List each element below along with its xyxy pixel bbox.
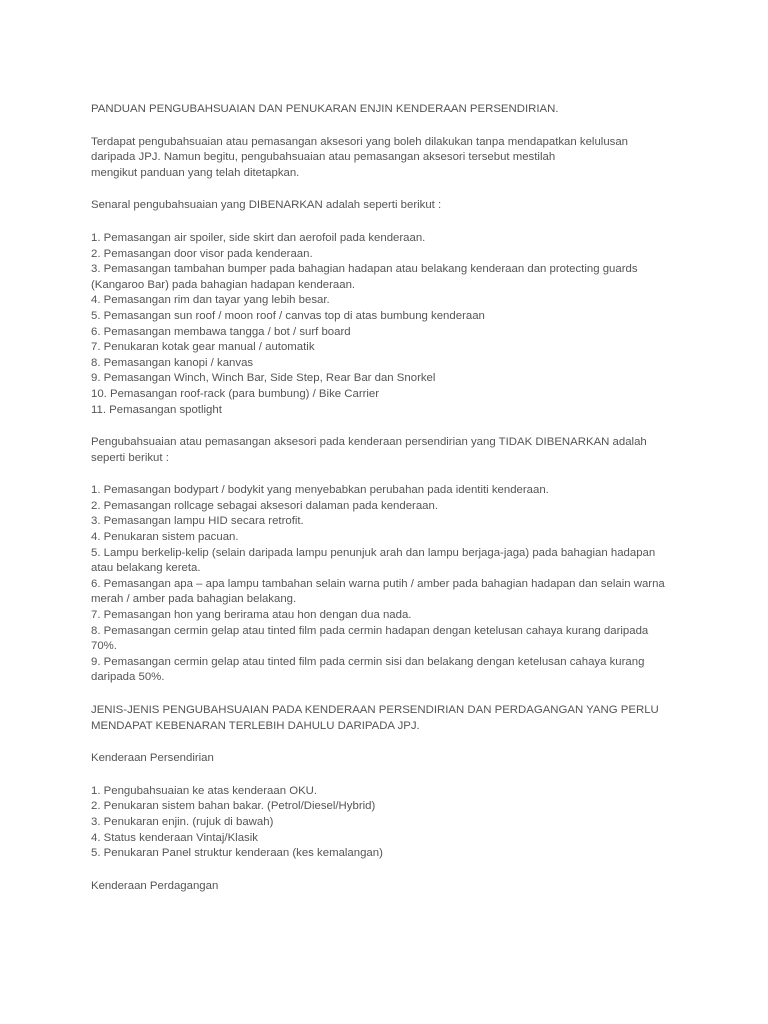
list-item: 3. Pemasangan lampu HID secara retrofit. [91,515,304,528]
list-item: 5. Lampu berkelip-kelip (selain daripada lampu penunjuk arah dan lampu berjaga-jaga) pada bahagian hadapan [91,546,656,559]
approval-heading [91,703,691,734]
private-vehicle-list [91,784,691,862]
list-item: daripada 50%. [91,671,165,684]
approval-heading-line: MENDAPAT KEBENARAN TERLEBIH DAHULU DARIPADA JPJ. [91,719,420,732]
list-item: 9. Pemasangan cermin gelap atau tinted film pada cermin sisi dan belakang dengan ketelusan cahaya kurang [91,655,645,668]
list-item: merah / amber pada bahagian belakang. [91,593,297,606]
list-item: 4. Penukaran sistem pacuan. [91,531,239,544]
list-item: 6. Pemasangan apa – apa lampu tambahan selain warna putih / amber pada bahagian hadapan dan selain warna [91,577,665,590]
list-item: 3. Penukaran enjin. (rujuk di bawah) [91,815,274,828]
list-item: 4. Status kenderaan Vintaj/Klasik [91,831,258,844]
list-item: 2. Pemasangan door visor pada kenderaan. [91,247,313,260]
list-item: 7. Penukaran kotak gear manual / automatik [91,341,315,354]
list-item: atau belakang kereta. [91,562,201,575]
list-item: 11. Pemasangan spotlight [91,403,222,416]
intro-line: mengikut panduan yang telah ditetapkan. [91,166,300,179]
prohibited-heading-line: Pengubahsuaian atau pemasangan aksesori pada kenderaan persendirian yang TIDAK DIBENARKAN adalah [91,436,647,449]
list-item: 2. Penukaran sistem bahan bakar. (Petrol/Diesel/Hybrid) [91,800,376,813]
list-item: 1. Pemasangan bodypart / bodykit yang menyebabkan perubahan pada identiti kenderaan. [91,484,549,497]
list-item: 9. Pemasangan Winch, Winch Bar, Side Step, Rear Bar dan Snorkel [91,372,436,385]
list-item: 4. Pemasangan rim dan tayar yang lebih besar. [91,294,330,307]
document-title: PANDUAN PENGUBAHSUAIAN DAN PENUKARAN ENJIN KENDERAAN PERSENDIRIAN. [91,103,559,115]
document-body [91,102,691,894]
prohibited-heading-line: seperti berikut : [91,451,169,464]
private-vehicle-heading: Kenderaan Persendirian [91,752,214,765]
list-item: 8. Pemasangan kanopi / kanvas [91,356,254,369]
intro-line: daripada JPJ. Namun begitu, pengubahsuaian atau pemasangan aksesori tersebut mestilah [91,151,556,164]
allowed-list [91,231,691,418]
list-item: 5. Pemasangan sun roof / moon roof / canvas top di atas bumbung kenderaan [91,309,485,322]
list-item: 1. Pengubahsuaian ke atas kenderaan OKU. [91,784,318,797]
list-item: (Kangaroo Bar) pada bahagian hadapan kenderaan. [91,278,356,291]
intro-line: Terdapat pengubahsuaian atau pemasangan aksesori yang boleh dilakukan tanpa mendapatkan kelulusan [91,135,629,148]
list-item: 2. Pemasangan rollcage sebagai aksesori dalaman pada kenderaan. [91,499,439,512]
list-item: 5. Penukaran Panel struktur kenderaan (kes kemalangan) [91,847,383,860]
list-item: 6. Pemasangan membawa tangga / bot / surf board [91,325,351,338]
allowed-heading: Senaral pengubahsuaian yang DIBENARKAN adalah seperti berikut : [91,199,442,212]
intro-paragraph [91,135,691,182]
list-item: 1. Pemasangan air spoiler, side skirt dan aerofoil pada kenderaan. [91,231,426,244]
list-item: 10. Pemasangan roof-rack (para bumbung) / Bike Carrier [91,387,380,400]
prohibited-heading [91,435,691,466]
approval-heading-line: JENIS-JENIS PENGUBAHSUAIAN PADA KENDERAAN PERSENDIRIAN DAN PERDAGANGAN YANG PERLU [91,704,659,716]
list-item: 7. Pemasangan hon yang berirama atau hon dengan dua nada. [91,609,412,622]
list-item: 70%. [91,640,117,653]
prohibited-list [91,483,691,686]
list-item: 3. Pemasangan tambahan bumper pada bahagian hadapan atau belakang kenderaan dan protecting guards [91,263,638,276]
list-item: 8. Pemasangan cermin gelap atau tinted film pada cermin hadapan dengan ketelusan cahaya kurang daripada [91,624,649,637]
commercial-vehicle-heading: Kenderaan Perdagangan [91,879,219,892]
